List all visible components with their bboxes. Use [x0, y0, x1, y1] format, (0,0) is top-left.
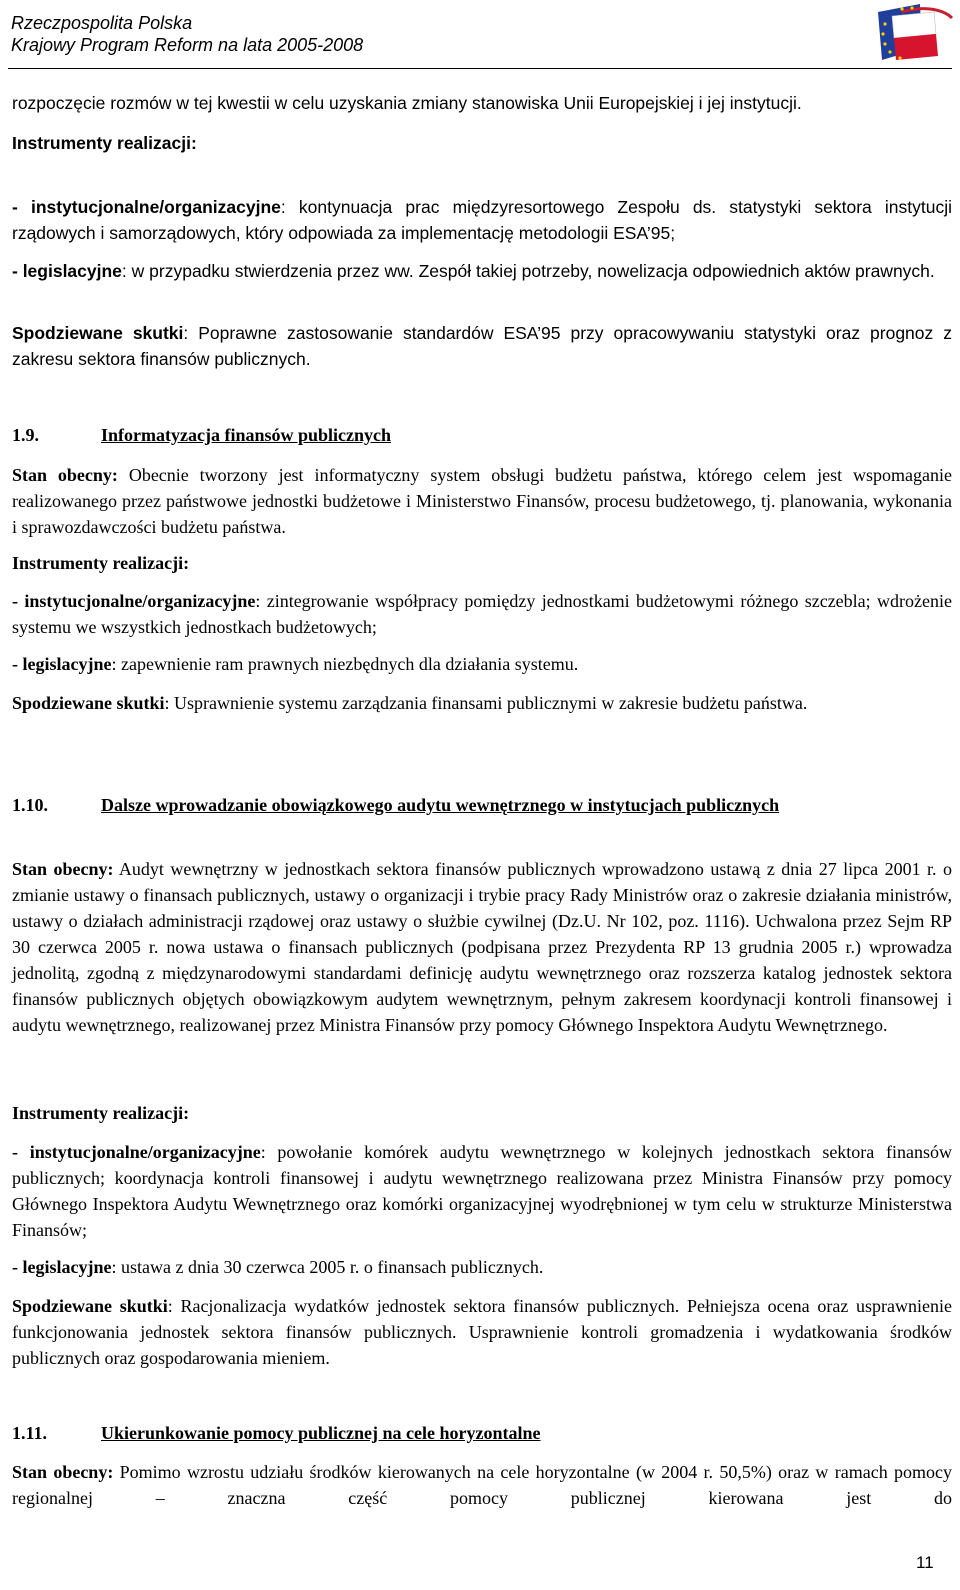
legislacyjne-text: : w przypadku stwierdzenia przez ww. Zespół takiej potrzeby, nowelizacja odpowiednich aktów prawnych. — [121, 261, 935, 281]
header-program-title: Krajowy Program Reform na lata 2005-2008 — [11, 35, 364, 55]
eu-poland-flag-logo-icon — [872, 2, 956, 68]
section-heading-1-10 — [12, 792, 952, 844]
section-1-10-legislacyjne — [12, 1254, 952, 1280]
section-1-10-stan — [12, 856, 952, 1038]
instrumenty-label — [12, 130, 952, 156]
section-1-9-legislacyjne — [12, 651, 952, 677]
section-title: Ukierunkowanie pomocy publicznej na cele horyzontalne — [101, 1423, 541, 1443]
instytucjonalne-text: : kontynuacja prac międzyresortowego Zespołu ds. statystyki sektora instytucji rządowych i samorządowych, który odpowiada za implementację metodologii ESA’95; — [12, 197, 952, 243]
legislacyjne-label: - legislacyjne — [12, 654, 112, 674]
skutki-label: Spodziewane skutki — [12, 693, 165, 713]
instrumenty-label-text: Instrumenty realizacji: — [12, 1103, 190, 1123]
continuation-text: rozpoczęcie rozmów w tej kwestii w celu uzyskania zmiany stanowiska Unii Europejskiej i jej instytucji. — [12, 93, 802, 113]
page-header — [0, 0, 960, 70]
stan-label: Stan obecny: — [12, 1462, 114, 1482]
continuation-paragraph — [12, 90, 952, 116]
section-1-11-stan — [12, 1459, 952, 1511]
skutki-label: Spodziewane skutki — [12, 323, 184, 343]
section-number: 1.9. — [12, 425, 39, 445]
section-1-10-instrumenty — [12, 1100, 952, 1126]
section-number: 1.10. — [12, 795, 48, 815]
section-1-10-instytucjonalne — [12, 1139, 952, 1243]
legislacyjne-label: - legislacyjne — [12, 1257, 112, 1277]
header-country: Rzeczpospolita Polska — [11, 13, 193, 33]
instytucjonalne-paragraph — [12, 194, 952, 246]
skutki-text: : Poprawne zastosowanie standardów ESA’95 przy opracowywaniu statystyki oraz prognoz z zakresu sektora finansów publicznych. — [12, 323, 952, 369]
skutki-label: Spodziewane skutki — [12, 1296, 168, 1316]
instytucjonalne-text: : zintegrowanie współpracy pomiędzy jednostkami budżetowymi różnego szczebla; wdrożenie systemu we wszystkich jednostkach budżetowych; — [12, 591, 952, 637]
instytucjonalne-text: : powołanie komórek audytu wewnętrznego w kolejnych jednostkach sektora finansów publicznych; koordynacja kontroli finansowej i audytu wewnętrznego realizowana przez Ministra Finansów przy pomocy Głównego Inspektora Audytu Wewnętrznego oraz komórki organizacyjnej wyodrębnionej w tym celu w strukturze Ministerstwa Finansów; — [12, 1142, 952, 1240]
section-1-9-skutki — [12, 690, 952, 716]
stan-text: Obecnie tworzony jest informatyczny system obsługi budżetu państwa, którego celem jest wspomaganie realizowanego przez państwowe jednostki budżetowe i Ministerstwo Finansów, procesu budżetowego, tj. planowania, wykonania i sprawozdawczości budżetu państwa. — [12, 465, 952, 537]
skutki-text: : Usprawnienie systemu zarządzania finansami publicznymi w zakresie budżetu państwa. — [164, 693, 808, 713]
section-1-10-skutki — [12, 1293, 952, 1371]
section-title: Dalsze wprowadzanie obowiązkowego audytu wewnętrznego w instytucjach publicznych — [101, 795, 780, 815]
skutki-text: : Racjonalizacja wydatków jednostek sektora finansów publicznych. Pełniejsza ocena oraz usprawnienie funkcjonowania jednostek sektora finansów publicznych. Usprawnienie kontroli gromadzenia i wydatkowania środków publicznych oraz gospodarowania mieniem. — [12, 1296, 952, 1368]
stan-text: Audyt wewnętrzny w jednostkach sektora finansów publicznych wprowadzono ustawą z dnia 27 lipca 2001 r. o zmianie ustawy o finansach publicznych, ustawy o organizacji i trybie pracy Rady Ministrów oraz o zakresie działania ministrów, ustawy o działach administracji rządowej oraz ustawy o służbie cywilnej (Dz.U. Nr 102, poz. 1116). Uchwalona przez Sejm RP 30 czerwca 2005 r. nowa ustawa o finansach publicznych (podpisana przez Prezydenta RP 13 grudnia 2005 r.) wprowadza jednolitą, zgodną z międzynarodowymi standardami definicję audytu wewnętrznego oraz rozszerza katalog jednostek sektora finansów publicznych objętych obowiązkowym audytem wewnętrznym, pełnym zakresem koordynacji kontroli finansowej i audytu wewnętrznego, realizowanej przez Ministra Finansów przy pomocy Głównego Inspektora Audytu Wewnętrznego. — [12, 859, 952, 1035]
instytucjonalne-label: - instytucjonalne/organizacyjne — [12, 197, 281, 217]
legislacyjne-text: : zapewnienie ram prawnych niezbędnych dla działania systemu. — [111, 654, 579, 674]
stan-label: Stan obecny: — [12, 859, 114, 879]
legislacyjne-text: : ustawa z dnia 30 czerwca 2005 r. o finansach publicznych. — [111, 1257, 544, 1277]
section-1-9-instytucjonalne — [12, 588, 952, 640]
section-1-9-instrumenty — [12, 550, 952, 576]
instrumenty-label-text: Instrumenty realizacji: — [12, 553, 190, 573]
skutki-paragraph — [12, 320, 952, 372]
instytucjonalne-label: - instytucjonalne/organizacyjne — [12, 591, 256, 611]
section-1-9-stan — [12, 462, 952, 540]
header-divider — [8, 68, 952, 69]
page-number: 11 — [916, 1553, 934, 1572]
section-title: Informatyzacja finansów publicznych — [101, 425, 392, 445]
instytucjonalne-label: - instytucjonalne/organizacyjne — [12, 1142, 261, 1162]
instrumenty-label-text: Instrumenty realizacji: — [12, 133, 197, 153]
stan-text: Pomimo wzrostu udziału środków kierowanych na cele horyzontalne (w 2004 r. 50,5%) oraz w ramach pomocy regionalnej – znaczna część pomocy publicznej kierowana jest do — [12, 1462, 952, 1508]
legislacyjne-label: - legislacyjne — [12, 261, 122, 281]
legislacyjne-paragraph — [12, 258, 952, 284]
stan-label: Stan obecny: — [12, 465, 118, 485]
section-number: 1.11. — [12, 1423, 48, 1443]
